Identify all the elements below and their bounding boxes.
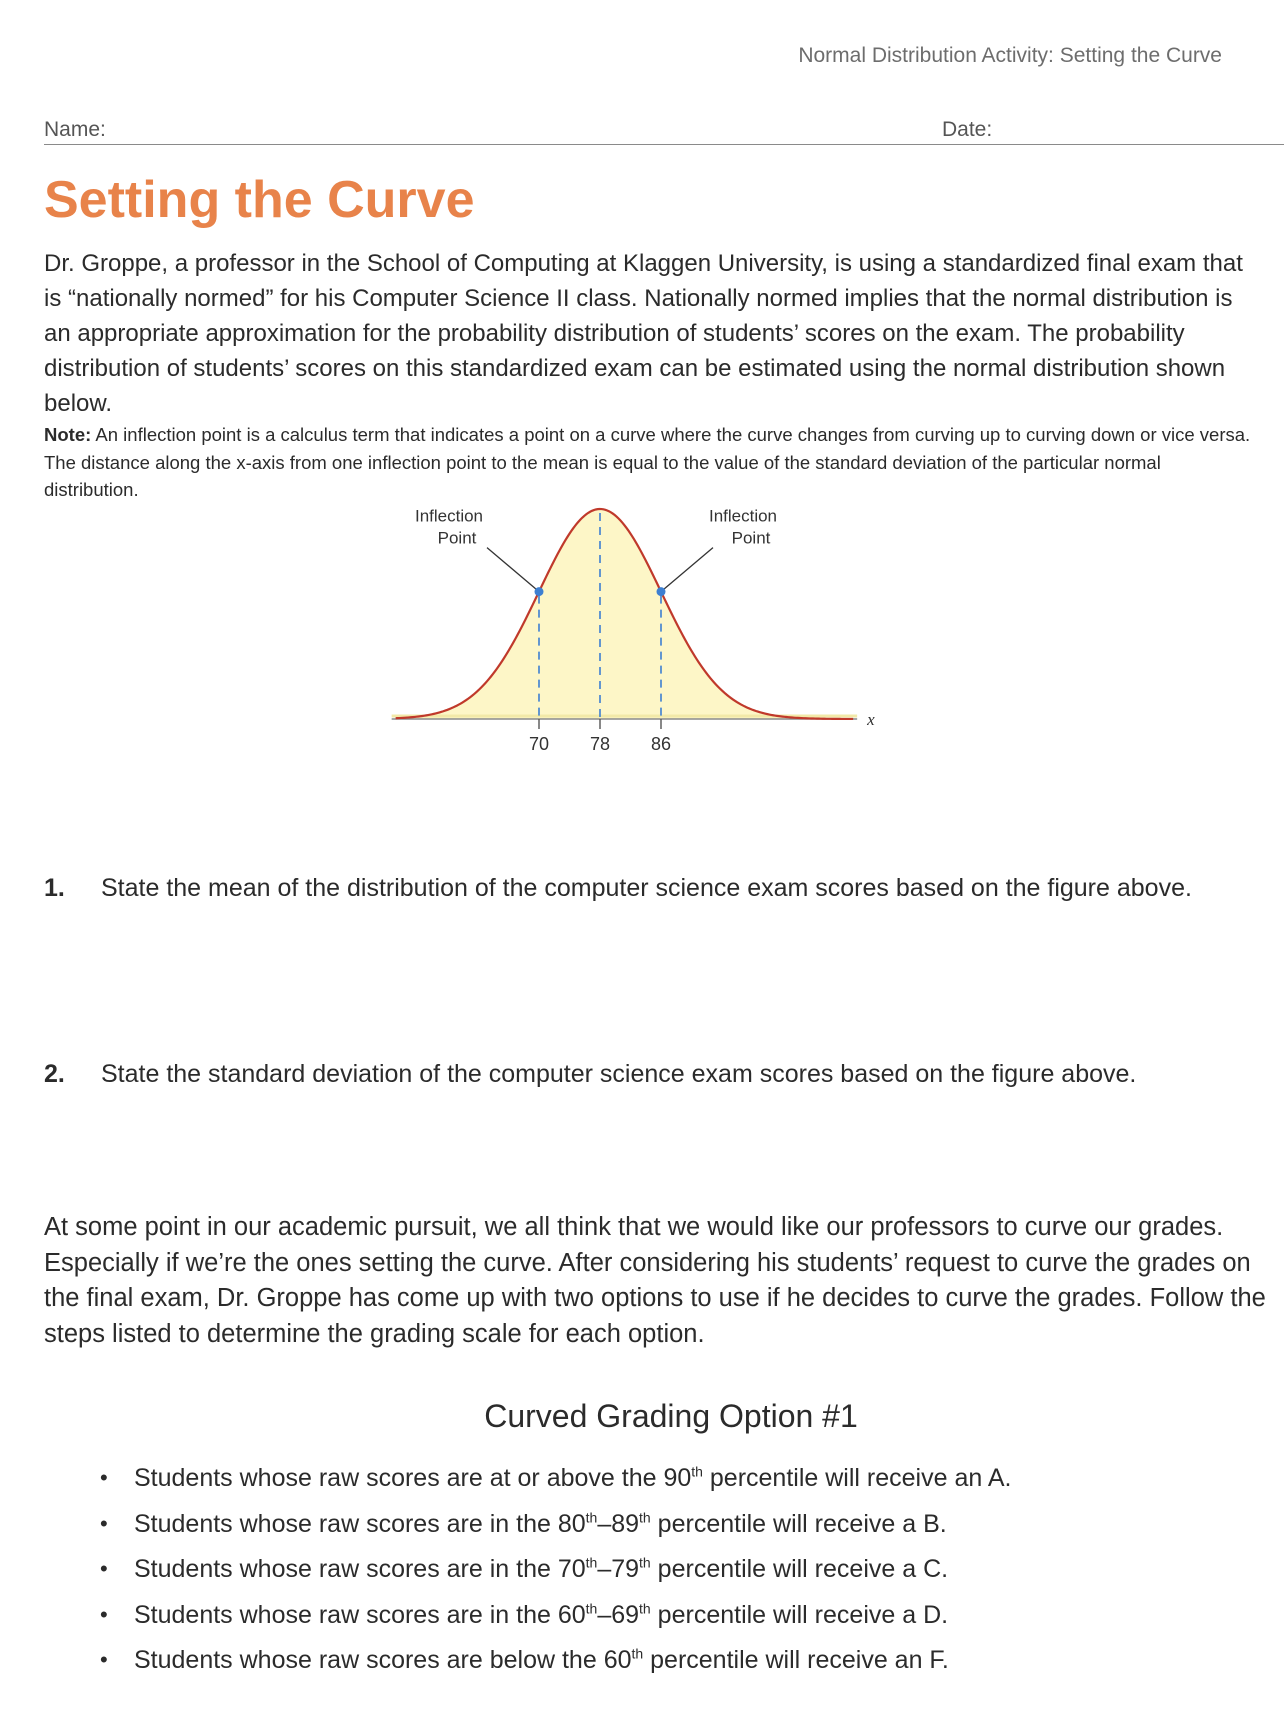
bullet-icon: • [100, 1647, 108, 1672]
bullet-text-end: percentile will receive an F. [643, 1646, 949, 1674]
bullet-text-mid: –89 [597, 1509, 640, 1538]
list-item [100, 1642, 1260, 1688]
bullet-text: Students whose raw scores are in the 70 [134, 1555, 586, 1583]
intro-paragraph: Dr. Groppe, a professor in the School of Computing at Klaggen University, is using a standardized final exam that is “nationally normed” for his Computer Science II class. Nationally normed implies that the normal distribution is an appropriate approximation for the probability distribution of students’ scores on the exam. The probability distribution of students’ scores on this standardized exam can be estimated using the normal distribution shown below. [44, 250, 1243, 417]
x-axis-label: x [867, 710, 875, 729]
question-2 [44, 1056, 1244, 1092]
question-2-text: State the standard deviation of the computer science exam scores based on the figure above. [101, 1060, 1137, 1088]
question-1-number: 1. [44, 874, 65, 902]
bullet-icon: • [100, 1465, 108, 1490]
date-label: Date: [942, 118, 993, 141]
note-text: An inflection point is a calculus term that indicates a point on a curve where the curve changes from curving up to curving down or vice versa. The distance along the x-axis from one inflection point to the mean is equal to the value of the standard deviation of the particular normal distribution. [44, 424, 1251, 500]
list-item [100, 1551, 1260, 1597]
right-inflection-point [657, 587, 666, 596]
question-2-number: 2. [44, 1060, 65, 1088]
bullet-sup: th [585, 1509, 598, 1526]
right-label-leader [661, 548, 713, 592]
curve-intro-paragraph: At some point in our academic pursuit, we all think that we would like our professors to curve our grades. Especially if we’re the ones setting the curve. After considering his students’ request to curve the grades on the final exam, Dr. Groppe has come up with two options to use if he decides to curve the grades. Follow the steps listed to determine the grading scale for each option. [44, 1213, 1266, 1348]
name-label: Name: [44, 118, 106, 141]
bullet-sup: th [691, 1463, 703, 1480]
bullet-text-end: percentile will receive a C. [650, 1555, 949, 1583]
bullet-sup: th [639, 1554, 651, 1571]
left-inflection-point [535, 587, 544, 596]
normal-curve-svg [360, 495, 980, 835]
bullet-text: Students whose raw scores are in the 80 [134, 1509, 586, 1538]
left-inflection-label-line1: Inflection [414, 506, 484, 526]
left-inflection-label-line2: Point [437, 528, 477, 548]
bullet-sup: th [639, 1509, 651, 1526]
option-1-bullet-list [100, 1460, 1260, 1688]
bullet-text-end: percentile will receive an A. [702, 1464, 1012, 1492]
bullet-text: Students whose raw scores are at or above the 90 [134, 1464, 692, 1492]
option-1-title: Curved Grading Option #1 [484, 1398, 858, 1434]
question-1 [44, 870, 1244, 906]
bullet-icon: • [100, 1510, 108, 1536]
list-item [100, 1597, 1260, 1643]
tick-label-86: 86 [650, 734, 672, 754]
tick-label-70: 70 [528, 734, 550, 754]
page-title: Setting the Curve [44, 171, 475, 229]
bullet-text: Students whose raw scores are in the 60 [134, 1600, 586, 1629]
note-paragraph [44, 421, 1259, 504]
right-inflection-label-line2: Point [731, 528, 771, 548]
bullet-text: Students whose raw scores are below the 60 [134, 1646, 632, 1674]
document-header-title: Normal Distribution Activity: Setting the Curve [798, 44, 1222, 67]
bullet-sup: th [585, 1554, 598, 1571]
bullet-sup: th [639, 1600, 651, 1617]
question-1-text: State the mean of the distribution of the computer science exam scores based on the figure above. [101, 874, 1192, 902]
tick-label-78: 78 [589, 734, 611, 754]
list-item [100, 1460, 1260, 1506]
bullet-text-end: percentile will receive a D. [650, 1600, 949, 1629]
normal-distribution-figure [360, 495, 980, 835]
bullet-text-mid: –69 [597, 1600, 640, 1629]
note-label: Note: [44, 424, 92, 445]
bullet-icon: • [100, 1556, 108, 1581]
bullet-sup: th [631, 1645, 644, 1662]
bullet-icon: • [100, 1601, 108, 1627]
bullet-text-end: percentile will receive a B. [650, 1509, 947, 1538]
list-item [100, 1506, 1260, 1552]
name-date-line [44, 118, 1284, 145]
right-inflection-label-line1: Inflection [708, 506, 778, 526]
bullet-text-mid: –79 [597, 1555, 640, 1583]
bullet-sup: th [585, 1600, 598, 1617]
left-label-leader [487, 548, 539, 592]
